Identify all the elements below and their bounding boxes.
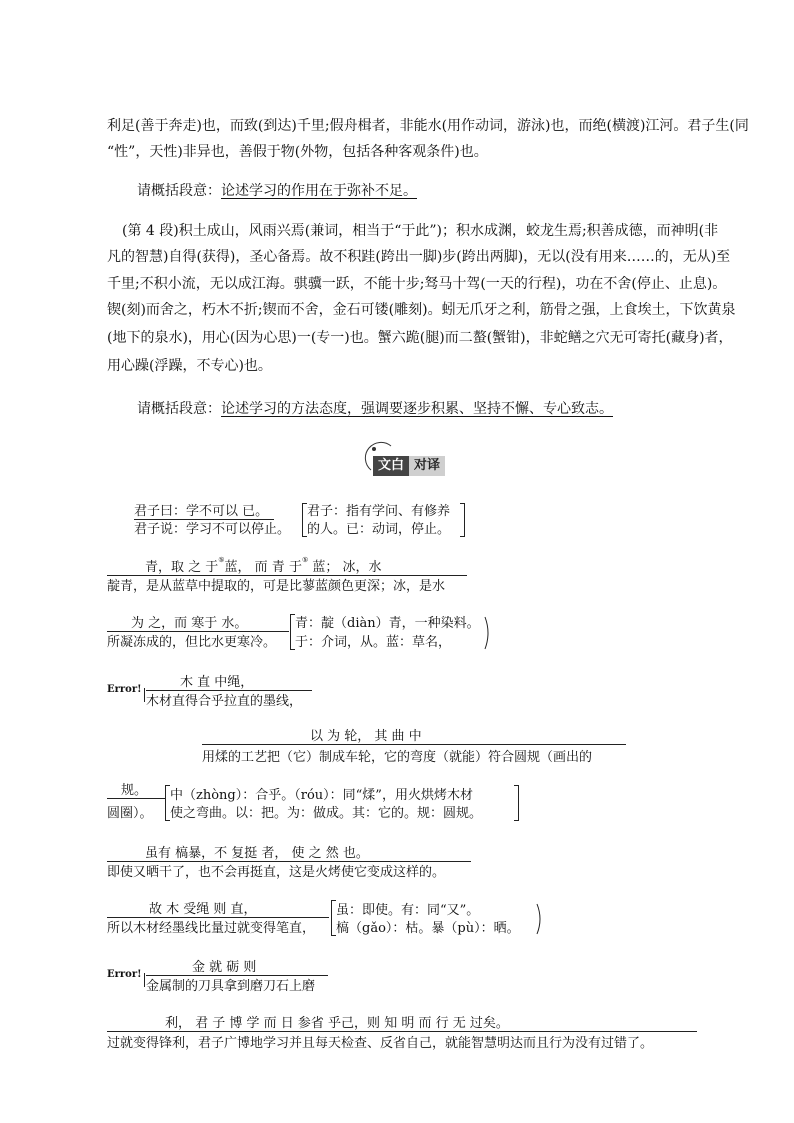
original-text: 规。 [107, 779, 165, 799]
error-marker: Error! [107, 684, 142, 695]
paragraph-line: (第 4 段)积土成山，风雨兴焉(兼词，相当于“于此”)；积水成渊，蛟龙生焉;积善成德，而神明(非 [122, 223, 719, 239]
original-text: 木 直 中绳， [146, 671, 312, 691]
section-banner [361, 440, 461, 476]
original-text: 金 就 砺 则 [146, 956, 328, 976]
original-text: 为 之，而 寒于 水。 [107, 612, 289, 632]
footnote-mark: ⑤ [301, 556, 309, 564]
bracket-right [460, 503, 465, 537]
paragraph-line: 利足(善于奔走)也，而致(到达)千里;假舟楫者，非能水(用作动词，游泳)也，而绝(横渡)江河。君子生(同 [107, 118, 749, 134]
paragraph-line: 千里;不积小流，无以成江海。骐骥一跃，不能十步;驽马十驾(一天的行程)，功在不舍(停止、止息)。 [107, 276, 727, 292]
translation-text: 即使又晒干了，也不会再挺直，这是火烤使它变成这样的。 [107, 865, 446, 880]
translation-text: 用煣的工艺把（它）制成车轮，它的弯度（就能）符合圆规（画出的 [202, 750, 593, 765]
original-text: 青，取 之 于⑤蓝， 而 青 于⑤ 蓝； 冰，水 [107, 556, 467, 576]
banner-label-left: 文白 [373, 456, 409, 476]
annotation-note: 君子：指有学问、有修养 [307, 504, 451, 519]
translation-text: 过就变得锋利，君子广博地学习并且每天检查、反省自己，就能智慧明达而且行为没有过错了。 [107, 1036, 654, 1051]
summary-question [137, 396, 613, 423]
bracket-right [514, 785, 519, 821]
original-text: 虽有 槁暴，不 复挺 者， 使 之 然 也。 [107, 842, 471, 862]
translation-text: 圆圈）。 [107, 806, 153, 821]
bracket-curve [483, 616, 493, 650]
banner-label-right: 对译 [409, 456, 445, 476]
translation-text: 靛青，是从蓝草中提取的，可是比蓼蓝颜色更深；冰，是水 [107, 579, 446, 594]
original-text: 君子曰：学不可以 已。 [134, 500, 274, 520]
original-text: 利， 君 子 博 学 而 日 参省 乎己，则 知 明 而 行 无 过矣。 [107, 1012, 697, 1032]
question-answer: 论述学习的方法态度，强调要逐步积累、坚持不懈、专心致志。 [221, 401, 613, 417]
original-text: 故 木 受绳 则 直， [107, 898, 329, 918]
translation-text: 所以木材经墨线比量过就变得笔直， [107, 921, 316, 936]
annotation-note: 虽：即使。有：同“又”。 [336, 903, 480, 918]
original-text: 以 为 轮， 其 曲 中 [202, 725, 626, 745]
footnote-mark: ⑤ [218, 556, 225, 564]
paragraph-line: 凡的智慧)自得(获得)，圣心备焉。故不积跬(跨出一脚)步(跨出两脚)，无以(没有用来……的，无从)至 [107, 249, 731, 265]
annotation-note: 青：靛（diàn）青，一种染料。 [295, 616, 480, 631]
translation-text: 所凝冻成的，但比水更寒冷。 [107, 635, 277, 650]
question-prefix: 请概括段意： [137, 401, 221, 417]
paragraph-line: 锲(刻)而舍之，朽木不折;锲而不舍，金石可镂(雕刻)。蚓无爪牙之利，筋骨之强，上食埃土，下饮黄泉 [107, 302, 736, 318]
annotation-note: 中（zhòng）：合乎。（róu）：同“煣”，用火烘烤木材 [170, 788, 473, 803]
translation-text: 木材直得合乎拉直的墨线， [146, 694, 303, 709]
question-answer: 论述学习的作用在于弥补不足。 [221, 183, 417, 199]
paragraph-line: “性”，天性)非异也，善假于物(外物，包括各种客观条件)也。 [107, 144, 488, 160]
paragraph-line: 用心躁(浮躁，不专心)也。 [107, 358, 272, 374]
annotation-note: 使之弯曲。以：把。为：做成。其：它的。规：圆规。 [170, 806, 483, 821]
annotation-note: 槁（gǎo）：枯。暴（pù）：晒。 [336, 921, 520, 936]
annotation-note: 的人。已：动词，停止。 [307, 522, 451, 537]
question-prefix: 请概括段意： [137, 183, 221, 199]
translation-text: 君子说：学习不可以停止。 [134, 522, 291, 537]
summary-question [137, 178, 417, 205]
bracket-curve [535, 903, 545, 935]
translation-text: 金属制的刀具拿到磨刀石上磨 [146, 979, 316, 994]
error-marker: Error! [107, 969, 142, 980]
paragraph-line: (地下的泉水)，用心(因为心思)一(专一)也。蟹六跪(腿)而二螯(蟹钳)，非蛇鳝之穴无可寄托(藏身)者， [107, 330, 733, 346]
annotation-note: 于：介词，从。蓝：草名， [295, 635, 452, 650]
